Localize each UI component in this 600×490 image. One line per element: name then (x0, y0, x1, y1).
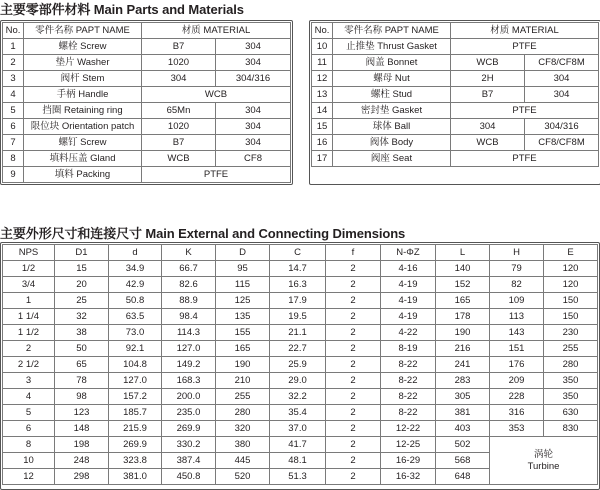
dims-cell: 2 (326, 357, 381, 373)
dims-section-title: 主要外形尺寸和连接尺寸 Main External and Connecting Dimensions (0, 226, 406, 241)
part-material-2: 304 (216, 39, 291, 55)
part-name: 挡圈 Retaining ring (24, 103, 142, 119)
dims-cell: 2 (326, 453, 381, 469)
turbine-note (490, 437, 598, 485)
part-material-2: 304 (216, 119, 291, 135)
part-material-2: 304 (216, 55, 291, 71)
part-name: 密封垫 Gasket (333, 103, 451, 119)
dims-cell: 165 (216, 341, 270, 357)
dims-table (2, 244, 598, 485)
part-material: PTFE (142, 167, 291, 183)
dims-cell: 82.6 (162, 277, 216, 293)
dims-cell: 2 (326, 437, 381, 453)
turbine-label-cn: 涡轮 (533, 448, 553, 460)
part-material-2: 304/316 (525, 119, 599, 135)
dims-cell: 15 (55, 261, 109, 277)
part-material-1: 304 (451, 119, 525, 135)
header-no: No. (3, 23, 24, 39)
dims-cell: 12-22 (381, 421, 436, 437)
part-name: 螺栓 Screw (24, 39, 142, 55)
dims-cell: 51.3 (270, 469, 326, 485)
dims-cell: 125 (216, 293, 270, 309)
table-row (3, 293, 598, 309)
part-name: 阀座 Seat (333, 151, 451, 167)
part-no: 6 (3, 119, 24, 135)
part-material-2: 304 (216, 103, 291, 119)
parts-table-right (311, 22, 599, 167)
dims-cell: 22.7 (270, 341, 326, 357)
dims-cell: 16-32 (381, 469, 436, 485)
dims-cell: 16-29 (381, 453, 436, 469)
part-no: 7 (3, 135, 24, 151)
dims-cell: 380 (216, 437, 270, 453)
turbine-label-en: Turbine (527, 460, 560, 472)
header-part-name: 零件名称 PAPT NAME (333, 23, 451, 39)
dims-cell: 568 (436, 453, 490, 469)
part-material-2: CF8/CF8M (525, 135, 599, 151)
header-material: 材质 MATERIAL (142, 23, 291, 39)
part-material-1: WCB (142, 151, 216, 167)
dims-cell: 14.7 (270, 261, 326, 277)
dims-cell: 4-19 (381, 277, 436, 293)
parts-table-left (2, 22, 291, 183)
dims-cell: 248 (55, 453, 109, 469)
dims-cell: 190 (436, 325, 490, 341)
dims-cell: 241 (436, 357, 490, 373)
dims-cell: 350 (544, 389, 598, 405)
dims-cell: 17.9 (270, 293, 326, 309)
dims-cell: 316 (490, 405, 544, 421)
dims-cell: 4-16 (381, 261, 436, 277)
dims-cell: 8-19 (381, 341, 436, 357)
dims-header-cell: C (270, 245, 326, 261)
table-row (3, 135, 291, 151)
dims-cell: 216 (436, 341, 490, 357)
part-material-1: B7 (142, 39, 216, 55)
dims-cell: 109 (490, 293, 544, 309)
dims-cell: 4-19 (381, 293, 436, 309)
dims-cell: 150 (544, 309, 598, 325)
part-name: 螺母 Nut (333, 71, 451, 87)
table-row (3, 341, 598, 357)
part-material-1: 2H (451, 71, 525, 87)
table-row (312, 119, 599, 135)
dims-cell: 830 (544, 421, 598, 437)
dims-cell: 2 1/2 (3, 357, 55, 373)
dims-cell: 387.4 (162, 453, 216, 469)
part-name: 阀杆 Stem (24, 71, 142, 87)
part-name: 手柄 Handle (24, 87, 142, 103)
dims-cell: 3/4 (3, 277, 55, 293)
table-row (3, 405, 598, 421)
dims-cell: 20 (55, 277, 109, 293)
dims-cell: 2 (326, 373, 381, 389)
dims-cell: 140 (436, 261, 490, 277)
part-name: 填料压盖 Gland (24, 151, 142, 167)
dims-cell: 95 (216, 261, 270, 277)
part-material: PTFE (451, 103, 599, 119)
dims-header-cell: f (326, 245, 381, 261)
table-row (3, 421, 598, 437)
dims-cell: 235.0 (162, 405, 216, 421)
table-row (312, 71, 599, 87)
dims-cell: 255 (544, 341, 598, 357)
dims-cell: 120 (544, 277, 598, 293)
dims-cell: 190 (216, 357, 270, 373)
table-row (312, 103, 599, 119)
dims-cell: 66.7 (162, 261, 216, 277)
part-no: 14 (312, 103, 333, 119)
dims-cell: 200.0 (162, 389, 216, 405)
part-name: 止推垫 Thrust Gasket (333, 39, 451, 55)
dims-cell: 127.0 (162, 341, 216, 357)
dims-cell: 115 (216, 277, 270, 293)
dims-cell: 2 (3, 341, 55, 357)
part-material-2: 304/316 (216, 71, 291, 87)
dims-cell: 157.2 (109, 389, 162, 405)
dims-cell: 305 (436, 389, 490, 405)
dims-cell: 630 (544, 405, 598, 421)
dims-cell: 42.9 (109, 277, 162, 293)
dims-cell: 73.0 (109, 325, 162, 341)
dims-cell: 2 (326, 277, 381, 293)
table-row (3, 55, 291, 71)
table-row (3, 39, 291, 55)
dims-cell: 98 (55, 389, 109, 405)
dims-cell: 149.2 (162, 357, 216, 373)
table-row (3, 119, 291, 135)
header-material: 材质 MATERIAL (451, 23, 599, 39)
part-material-2: 304 (525, 71, 599, 87)
dims-header-cell: L (436, 245, 490, 261)
table-row (3, 71, 291, 87)
dims-cell: 8-22 (381, 357, 436, 373)
table-row (312, 87, 599, 103)
part-no: 5 (3, 103, 24, 119)
part-material-1: WCB (451, 55, 525, 71)
dims-cell: 1 1/2 (3, 325, 55, 341)
dims-header-cell: H (490, 245, 544, 261)
dims-cell: 12-25 (381, 437, 436, 453)
dims-cell: 280 (216, 405, 270, 421)
dims-cell: 79 (490, 261, 544, 277)
table-row (3, 389, 598, 405)
header-no: No. (312, 23, 333, 39)
dims-cell: 16.3 (270, 277, 326, 293)
dims-cell: 8-22 (381, 405, 436, 421)
table-row (312, 135, 599, 151)
dims-cell: 255 (216, 389, 270, 405)
table-row (3, 373, 598, 389)
dims-cell: 135 (216, 309, 270, 325)
dims-cell: 178 (436, 309, 490, 325)
dims-cell: 4-19 (381, 309, 436, 325)
dims-cell: 8-22 (381, 373, 436, 389)
dims-header-cell: d (109, 245, 162, 261)
part-no: 15 (312, 119, 333, 135)
dims-cell: 10 (3, 453, 55, 469)
dims-header-cell: K (162, 245, 216, 261)
dims-cell: 150 (544, 293, 598, 309)
dims-cell: 63.5 (109, 309, 162, 325)
dims-cell: 35.4 (270, 405, 326, 421)
table-row (3, 357, 598, 373)
dims-cell: 2 (326, 389, 381, 405)
part-material: PTFE (451, 151, 599, 167)
dims-cell: 2 (326, 309, 381, 325)
part-no: 12 (312, 71, 333, 87)
dims-cell: 41.7 (270, 437, 326, 453)
parts-section-title: 主要零部件材料 Main Parts and Materials (0, 2, 244, 17)
dims-cell: 38 (55, 325, 109, 341)
dims-cell: 502 (436, 437, 490, 453)
dims-cell: 2 (326, 421, 381, 437)
dims-cell: 2 (326, 261, 381, 277)
dims-cell: 104.8 (109, 357, 162, 373)
dims-cell: 2 (326, 325, 381, 341)
dims-cell: 148 (55, 421, 109, 437)
part-material-1: 65Mn (142, 103, 216, 119)
dims-cell: 120 (544, 261, 598, 277)
dims-cell: 283 (436, 373, 490, 389)
dims-cell: 25.9 (270, 357, 326, 373)
dims-cell: 19.5 (270, 309, 326, 325)
dims-cell: 215.9 (109, 421, 162, 437)
dims-header-cell: NPS (3, 245, 55, 261)
dims-cell: 34.9 (109, 261, 162, 277)
dims-cell: 151 (490, 341, 544, 357)
dims-cell: 2 (326, 341, 381, 357)
dims-cell: 4-22 (381, 325, 436, 341)
table-row (3, 151, 291, 167)
dims-cell: 176 (490, 357, 544, 373)
table-row (3, 167, 291, 183)
dims-cell: 381.0 (109, 469, 162, 485)
table-row (3, 437, 598, 453)
part-no: 1 (3, 39, 24, 55)
dims-cell: 381 (436, 405, 490, 421)
parts-header-row (312, 23, 599, 39)
dims-cell: 8 (3, 437, 55, 453)
dims-cell: 78 (55, 373, 109, 389)
dims-cell: 6 (3, 421, 55, 437)
part-material: PTFE (451, 39, 599, 55)
part-no: 17 (312, 151, 333, 167)
dims-cell: 37.0 (270, 421, 326, 437)
dims-cell: 5 (3, 405, 55, 421)
part-material-1: B7 (142, 135, 216, 151)
table-row (312, 55, 599, 71)
dims-header-cell: D1 (55, 245, 109, 261)
part-name: 螺钉 Screw (24, 135, 142, 151)
dims-cell: 113 (490, 309, 544, 325)
dims-cell: 8-22 (381, 389, 436, 405)
part-material-1: 1020 (142, 55, 216, 71)
part-name: 填料 Packing (24, 167, 142, 183)
table-row (3, 103, 291, 119)
dims-cell: 230 (544, 325, 598, 341)
part-no: 16 (312, 135, 333, 151)
dims-cell: 1 (3, 293, 55, 309)
dims-cell: 48.1 (270, 453, 326, 469)
dims-cell: 198 (55, 437, 109, 453)
table-row (312, 151, 599, 167)
dims-header-cell: D (216, 245, 270, 261)
dims-cell: 98.4 (162, 309, 216, 325)
dims-cell: 32.2 (270, 389, 326, 405)
table-row (3, 87, 291, 103)
part-no: 8 (3, 151, 24, 167)
dims-cell: 3 (3, 373, 55, 389)
part-material-2: 304 (216, 135, 291, 151)
dims-cell: 82 (490, 277, 544, 293)
dims-cell: 2 (326, 405, 381, 421)
dims-cell: 65 (55, 357, 109, 373)
dims-cell: 12 (3, 469, 55, 485)
dims-cell: 280 (544, 357, 598, 373)
dims-cell: 445 (216, 453, 270, 469)
part-name: 垫片 Washer (24, 55, 142, 71)
dims-cell: 228 (490, 389, 544, 405)
dims-cell: 2 (326, 293, 381, 309)
dims-cell: 127.0 (109, 373, 162, 389)
part-material-1: 304 (142, 71, 216, 87)
part-no: 13 (312, 87, 333, 103)
part-no: 9 (3, 167, 24, 183)
part-no: 11 (312, 55, 333, 71)
part-no: 4 (3, 87, 24, 103)
part-name: 球体 Ball (333, 119, 451, 135)
dims-cell: 323.8 (109, 453, 162, 469)
dims-cell: 353 (490, 421, 544, 437)
dims-cell: 269.9 (109, 437, 162, 453)
dims-cell: 450.8 (162, 469, 216, 485)
part-material-2: 304 (525, 87, 599, 103)
dims-cell: 114.3 (162, 325, 216, 341)
part-material-2: CF8 (216, 151, 291, 167)
dims-cell: 88.9 (162, 293, 216, 309)
dims-cell: 50.8 (109, 293, 162, 309)
dims-cell: 269.9 (162, 421, 216, 437)
dims-cell: 185.7 (109, 405, 162, 421)
dims-cell: 123 (55, 405, 109, 421)
part-no: 3 (3, 71, 24, 87)
part-no: 10 (312, 39, 333, 55)
parts-header-row (3, 23, 291, 39)
table-row (3, 277, 598, 293)
table-row (3, 309, 598, 325)
part-name: 螺柱 Stud (333, 87, 451, 103)
dims-cell: 29.0 (270, 373, 326, 389)
part-material: WCB (142, 87, 291, 103)
dims-cell: 330.2 (162, 437, 216, 453)
dims-cell: 155 (216, 325, 270, 341)
dims-cell: 1 1/4 (3, 309, 55, 325)
dims-cell: 152 (436, 277, 490, 293)
part-material-1: B7 (451, 87, 525, 103)
dims-cell: 50 (55, 341, 109, 357)
table-row (3, 325, 598, 341)
part-material-2: CF8/CF8M (525, 55, 599, 71)
table-row (312, 39, 599, 55)
dims-cell: 143 (490, 325, 544, 341)
dims-cell: 21.1 (270, 325, 326, 341)
part-name: 限位块 Orientation patch (24, 119, 142, 135)
dims-cell: 168.3 (162, 373, 216, 389)
dims-cell: 92.1 (109, 341, 162, 357)
dims-header-row (3, 245, 598, 261)
dims-header-cell: N-ΦZ (381, 245, 436, 261)
dims-cell: 403 (436, 421, 490, 437)
part-name: 阀体 Body (333, 135, 451, 151)
part-name: 阀盖 Bonnet (333, 55, 451, 71)
dims-cell: 210 (216, 373, 270, 389)
dims-cell: 209 (490, 373, 544, 389)
header-part-name: 零件名称 PAPT NAME (24, 23, 142, 39)
dims-cell: 32 (55, 309, 109, 325)
dims-cell: 165 (436, 293, 490, 309)
table-row (3, 261, 598, 277)
dims-cell: 350 (544, 373, 598, 389)
dims-cell: 4 (3, 389, 55, 405)
dims-cell: 320 (216, 421, 270, 437)
part-material-1: 1020 (142, 119, 216, 135)
dims-cell: 648 (436, 469, 490, 485)
dims-cell: 520 (216, 469, 270, 485)
dims-header-cell: E (544, 245, 598, 261)
dims-cell: 1/2 (3, 261, 55, 277)
dims-cell: 298 (55, 469, 109, 485)
part-material-1: WCB (451, 135, 525, 151)
dims-cell: 2 (326, 469, 381, 485)
dims-cell: 25 (55, 293, 109, 309)
part-no: 2 (3, 55, 24, 71)
